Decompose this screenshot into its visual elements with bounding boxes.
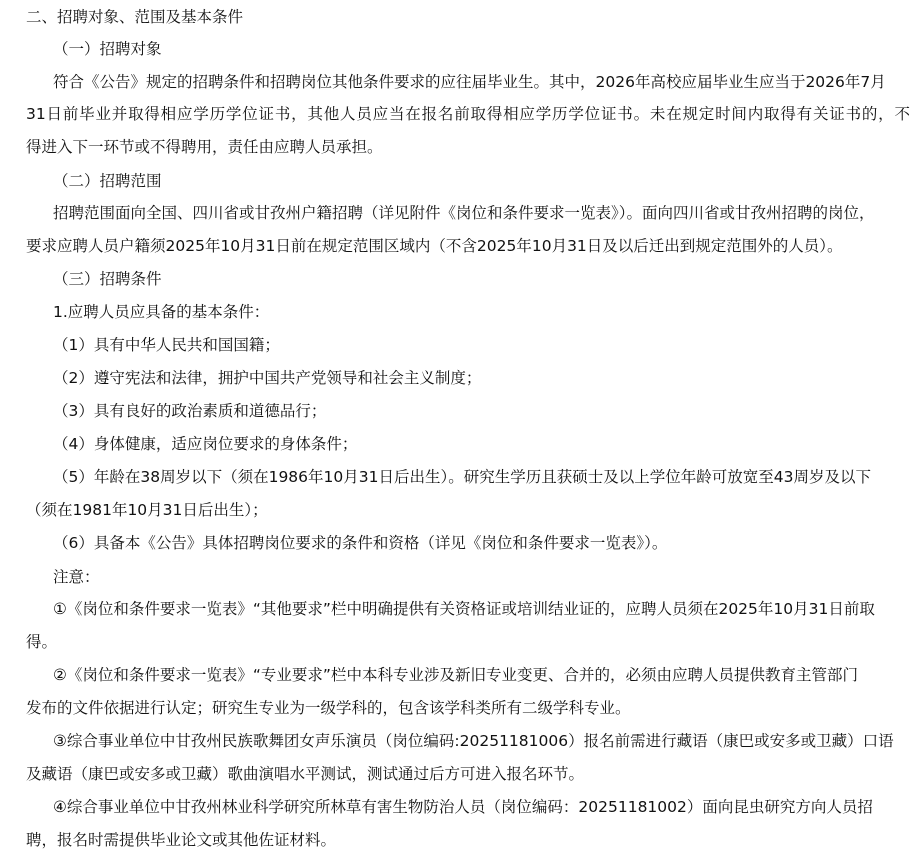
note-4-line1: ④综合事业单位中甘孜州林业科学研究所林草有害生物防治人员（岗位编码：20251181002）面向昆虫研究方向人员招 bbox=[53, 798, 873, 816]
subsection-title-conditions: （三）招聘条件 bbox=[53, 270, 162, 288]
note-2-line1: ②《岗位和条件要求一览表》“专业要求”栏中本科专业涉及新旧专业变更、合并的，必须由应聘人员提供教育主管部门 bbox=[53, 666, 858, 684]
note-2-line2: 发布的文件依据进行认定；研究生专业为一级学科的，包含该学科类所有二级学科专业。 bbox=[26, 699, 631, 717]
note-label: 注意： bbox=[53, 568, 100, 586]
condition-item-4: （4）身体健康，适应岗位要求的身体条件； bbox=[53, 435, 358, 453]
note-3-line2: 及藏语（康巴或安多或卫藏）歌曲演唱水平测试，测试通过后方可进入报名环节。 bbox=[26, 765, 585, 783]
note-1-line2: 得。 bbox=[26, 633, 58, 651]
condition-item-2: （2）遵守宪法和法律，拥护中国共产党领导和社会主义制度； bbox=[53, 369, 482, 387]
condition-item-5-line1: （5）年龄在38周岁以下（须在1986年10月31日后出生）。研究生学历且获硕士及以上学位年龄可放宽至43周岁及以下 bbox=[53, 468, 871, 486]
condition-item-3: （3）具有良好的政治素质和道德品行； bbox=[53, 402, 327, 420]
paragraph-scope-line2: 要求应聘人员户籍须2025年10月31日前在规定范围区域内（不含2025年10月31日及以后迁出到规定范围外的人员）。 bbox=[26, 237, 843, 255]
note-1-line1: ①《岗位和条件要求一览表》“其他要求”栏中明确提供有关资格证或培训结业证的，应聘人员须在2025年10月31日前取 bbox=[53, 600, 875, 618]
paragraph-targets-line1: 符合《公告》规定的招聘条件和招聘岗位其他条件要求的应往届毕业生。其中，2026年高校应届毕业生应当于2026年7月 bbox=[53, 73, 886, 91]
condition-item-5-line2: （须在1981年10月31日后出生）； bbox=[26, 501, 268, 519]
basic-conditions-title: 1.应聘人员应具备的基本条件： bbox=[53, 303, 270, 321]
paragraph-targets-line2: 31日前毕业并取得相应学历学位证书，其他人员应当在报名前取得相应学历学位证书。未在规定时间内取得有关证书的，不 bbox=[26, 105, 910, 123]
subsection-title-scope: （二）招聘范围 bbox=[53, 172, 162, 190]
condition-item-1: （1）具有中华人民共和国国籍； bbox=[53, 336, 280, 354]
note-4-line2: 聘，报名时需提供毕业论文或其他佐证材料。 bbox=[26, 831, 337, 849]
paragraph-scope-line1: 招聘范围面向全国、四川省或甘孜州户籍招聘（详见附件《岗位和条件要求一览表》）。面向四川省或甘孜州招聘的岗位， bbox=[53, 204, 875, 222]
paragraph-targets-line3: 得进入下一环节或不得聘用，责任由应聘人员承担。 bbox=[26, 138, 383, 156]
section-title: 二、招聘对象、范围及基本条件 bbox=[26, 8, 244, 26]
subsection-title-targets: （一）招聘对象 bbox=[53, 40, 162, 58]
condition-item-6: （6）具备本《公告》具体招聘岗位要求的条件和资格（详见《岗位和条件要求一览表》）。 bbox=[53, 534, 668, 552]
note-3-line1: ③综合事业单位中甘孜州民族歌舞团女声乐演员（岗位编码:20251181006）报名前需进行藏语（康巴或安多或卫藏）口语 bbox=[53, 732, 894, 750]
